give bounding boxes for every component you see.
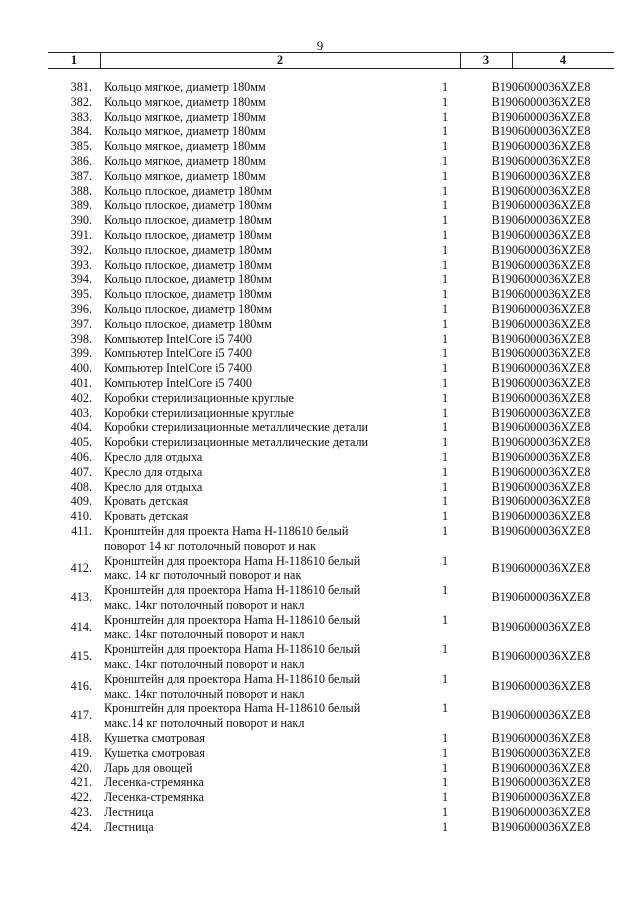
row-quantity: 1 bbox=[441, 361, 449, 376]
row-item-name bbox=[104, 154, 404, 169]
row-code: B1906000036XZE8 bbox=[491, 405, 591, 420]
table-row bbox=[0, 820, 640, 835]
row-item-name bbox=[104, 80, 404, 95]
row-quantity: 1 bbox=[441, 479, 449, 494]
row-number: 408. bbox=[70, 479, 92, 494]
row-item-name bbox=[104, 761, 404, 776]
row-item-name bbox=[104, 332, 404, 347]
row-code: B1906000036XZE8 bbox=[491, 649, 591, 664]
row-item-name-line: Компьютер IntelCore i5 7400 bbox=[104, 375, 252, 390]
row-number: 415. bbox=[70, 649, 92, 664]
row-quantity: 1 bbox=[441, 124, 449, 139]
row-item-name-line: Кронштейн для проектора Hama H-118610 белый bbox=[104, 642, 361, 657]
row-quantity: 1 bbox=[441, 701, 449, 716]
row-item-name bbox=[104, 317, 404, 332]
row-code: B1906000036XZE8 bbox=[491, 153, 591, 168]
row-item-name bbox=[104, 775, 404, 790]
row-item-name-line: Кольцо плоское, диаметр 180мм bbox=[104, 213, 272, 228]
row-item-name bbox=[104, 213, 404, 228]
row-code: B1906000036XZE8 bbox=[491, 139, 591, 154]
row-item-name-line: Кольцо мягкое, диаметр 180мм bbox=[104, 109, 266, 124]
row-code: B1906000036XZE8 bbox=[491, 301, 591, 316]
row-item-name bbox=[104, 272, 404, 287]
row-item-name-line: Кровать детская bbox=[104, 509, 189, 524]
row-item-name bbox=[104, 376, 404, 391]
row-item-name bbox=[104, 258, 404, 273]
header-col-4: 4 bbox=[559, 53, 567, 67]
row-quantity: 1 bbox=[441, 420, 449, 435]
table-row bbox=[0, 642, 640, 672]
row-code: B1906000036XZE8 bbox=[491, 760, 591, 775]
row-quantity: 1 bbox=[441, 198, 449, 213]
row-item-name-line: Коробки стерилизационные круглые bbox=[104, 405, 294, 420]
row-quantity: 1 bbox=[441, 287, 449, 302]
table-row bbox=[0, 124, 640, 139]
row-number: 396. bbox=[70, 301, 92, 316]
row-number: 383. bbox=[70, 109, 92, 124]
table-row bbox=[0, 332, 640, 347]
row-item-name-line: Коробки стерилизационные металлические детали bbox=[104, 420, 369, 435]
header-col-2: 2 bbox=[276, 53, 284, 67]
row-item-name bbox=[104, 642, 404, 672]
row-item-name bbox=[104, 731, 404, 746]
header-col-1: 1 bbox=[70, 53, 78, 67]
row-item-name-line: Кронштейн для проектора Hama H-118610 белый bbox=[104, 671, 361, 686]
row-code: B1906000036XZE8 bbox=[491, 242, 591, 257]
row-item-name-line: Кронштейн для проектора Hama H-118610 белый bbox=[104, 612, 361, 627]
row-number: 390. bbox=[70, 213, 92, 228]
table-row bbox=[0, 243, 640, 258]
row-item-name bbox=[104, 287, 404, 302]
row-code: B1906000036XZE8 bbox=[491, 479, 591, 494]
row-number: 412. bbox=[70, 560, 92, 575]
row-quantity: 1 bbox=[441, 819, 449, 834]
row-item-name bbox=[104, 820, 404, 835]
table-row bbox=[0, 524, 640, 554]
row-item-name-line: макс. 14кг потолочный поворот и накл bbox=[104, 597, 305, 612]
row-quantity: 1 bbox=[441, 583, 449, 598]
row-code: B1906000036XZE8 bbox=[491, 361, 591, 376]
row-number: 401. bbox=[70, 375, 92, 390]
row-number: 422. bbox=[70, 790, 92, 805]
row-quantity: 1 bbox=[441, 405, 449, 420]
row-number: 420. bbox=[70, 760, 92, 775]
row-item-name-line: Лесенка-стремянка bbox=[104, 790, 204, 805]
table-row bbox=[0, 361, 640, 376]
row-number: 392. bbox=[70, 242, 92, 257]
row-quantity: 1 bbox=[441, 272, 449, 287]
row-number: 424. bbox=[70, 819, 92, 834]
row-item-name-line: макс. 14 кг потолочный поворот и нак bbox=[104, 568, 302, 583]
row-quantity: 1 bbox=[441, 449, 449, 464]
row-item-name-line: Кресло для отдыха bbox=[104, 449, 203, 464]
row-quantity: 1 bbox=[441, 139, 449, 154]
row-item-name-line: Лестница bbox=[104, 819, 154, 834]
table-row bbox=[0, 287, 640, 302]
table-row bbox=[0, 509, 640, 524]
row-number: 382. bbox=[70, 94, 92, 109]
row-number: 388. bbox=[70, 183, 92, 198]
row-item-name bbox=[104, 110, 404, 125]
row-quantity: 1 bbox=[441, 109, 449, 124]
row-code: B1906000036XZE8 bbox=[491, 198, 591, 213]
row-quantity: 1 bbox=[441, 464, 449, 479]
row-item-name-line: Кольцо мягкое, диаметр 180мм bbox=[104, 168, 266, 183]
table-row bbox=[0, 701, 640, 731]
table-row bbox=[0, 805, 640, 820]
row-number: 419. bbox=[70, 745, 92, 760]
row-quantity: 1 bbox=[441, 346, 449, 361]
row-item-name bbox=[104, 406, 404, 421]
row-item-name-line: Лестница bbox=[104, 805, 154, 820]
row-item-name-line: Коробки стерилизационные круглые bbox=[104, 390, 294, 405]
row-number: 417. bbox=[70, 708, 92, 723]
row-quantity: 1 bbox=[441, 642, 449, 657]
row-item-name-line: макс. 14кг потолочный поворот и накл bbox=[104, 627, 305, 642]
table-row bbox=[0, 80, 640, 95]
table-row bbox=[0, 746, 640, 761]
row-quantity: 1 bbox=[441, 168, 449, 183]
table-row bbox=[0, 406, 640, 421]
table-row bbox=[0, 184, 640, 199]
row-item-name-line: Лесенка-стремянка bbox=[104, 775, 204, 790]
row-item-name bbox=[104, 184, 404, 199]
row-item-name bbox=[104, 746, 404, 761]
row-code: B1906000036XZE8 bbox=[491, 213, 591, 228]
row-quantity: 1 bbox=[441, 745, 449, 760]
table-row bbox=[0, 154, 640, 169]
row-number: 411. bbox=[71, 523, 92, 538]
row-item-name-line: Кольцо мягкое, диаметр 180мм bbox=[104, 80, 266, 94]
table-row bbox=[0, 494, 640, 509]
row-code: B1906000036XZE8 bbox=[491, 745, 591, 760]
row-item-name bbox=[104, 169, 404, 184]
row-code: B1906000036XZE8 bbox=[491, 168, 591, 183]
row-number: 403. bbox=[70, 405, 92, 420]
row-item-name-line: Кольцо плоское, диаметр 180мм bbox=[104, 301, 272, 316]
table-header bbox=[48, 52, 614, 69]
row-item-name bbox=[104, 465, 404, 480]
row-code: B1906000036XZE8 bbox=[491, 124, 591, 139]
row-number: 410. bbox=[70, 509, 92, 524]
row-code: B1906000036XZE8 bbox=[491, 678, 591, 693]
row-number: 387. bbox=[70, 168, 92, 183]
table-row bbox=[0, 272, 640, 287]
row-code: B1906000036XZE8 bbox=[491, 109, 591, 124]
row-item-name bbox=[104, 361, 404, 376]
table-row bbox=[0, 346, 640, 361]
row-quantity: 1 bbox=[441, 805, 449, 820]
row-number: 389. bbox=[70, 198, 92, 213]
row-quantity: 1 bbox=[441, 227, 449, 242]
row-number: 393. bbox=[70, 257, 92, 272]
row-quantity: 1 bbox=[441, 331, 449, 346]
page-number: 9 bbox=[316, 38, 324, 53]
row-item-name-line: Кронштейн для проектора Hama H-118610 белый bbox=[104, 701, 361, 716]
table-row bbox=[0, 302, 640, 317]
table-row bbox=[0, 95, 640, 110]
row-quantity: 1 bbox=[441, 375, 449, 390]
row-code: B1906000036XZE8 bbox=[491, 819, 591, 834]
row-item-name-line: макс. 14кг потолочный поворот и накл bbox=[104, 686, 305, 701]
row-item-name-line: Кольцо плоское, диаметр 180мм bbox=[104, 227, 272, 242]
row-item-name bbox=[104, 420, 404, 435]
row-item-name-line: Кольцо мягкое, диаметр 180мм bbox=[104, 153, 266, 168]
row-quantity: 1 bbox=[441, 775, 449, 790]
row-code: B1906000036XZE8 bbox=[491, 390, 591, 405]
row-item-name-line: Кольцо мягкое, диаметр 180мм bbox=[104, 124, 266, 139]
row-quantity: 1 bbox=[441, 153, 449, 168]
row-item-name-line: поворот 14 кг потолочный поворот и нак bbox=[104, 538, 317, 553]
row-code: B1906000036XZE8 bbox=[491, 449, 591, 464]
row-item-name bbox=[104, 805, 404, 820]
row-code: B1906000036XZE8 bbox=[491, 464, 591, 479]
row-number: 384. bbox=[70, 124, 92, 139]
row-item-name bbox=[104, 672, 404, 702]
row-number: 395. bbox=[70, 287, 92, 302]
row-quantity: 1 bbox=[441, 242, 449, 257]
row-item-name-line: Кресло для отдыха bbox=[104, 479, 203, 494]
row-item-name bbox=[104, 450, 404, 465]
table-row bbox=[0, 672, 640, 702]
table-row bbox=[0, 169, 640, 184]
row-code: B1906000036XZE8 bbox=[491, 775, 591, 790]
row-item-name-line: Кольцо мягкое, диаметр 180мм bbox=[104, 94, 266, 109]
row-number: 421. bbox=[70, 775, 92, 790]
table-row bbox=[0, 554, 640, 584]
row-item-name-line: Кресло для отдыха bbox=[104, 464, 203, 479]
row-quantity: 1 bbox=[441, 523, 449, 538]
row-item-name bbox=[104, 124, 404, 139]
row-quantity: 1 bbox=[441, 316, 449, 331]
row-item-name-line: Коробки стерилизационные металлические детали bbox=[104, 435, 369, 450]
row-number: 399. bbox=[70, 346, 92, 361]
row-number: 423. bbox=[70, 805, 92, 820]
row-number: 391. bbox=[70, 227, 92, 242]
row-item-name bbox=[104, 302, 404, 317]
table-row bbox=[0, 613, 640, 643]
table-row bbox=[0, 110, 640, 125]
row-item-name-line: Кольцо плоское, диаметр 180мм bbox=[104, 183, 272, 198]
row-code: B1906000036XZE8 bbox=[491, 94, 591, 109]
row-code: B1906000036XZE8 bbox=[491, 316, 591, 331]
table-row bbox=[0, 420, 640, 435]
row-item-name-line: Кронштейн для проектора Hama H-118610 белый bbox=[104, 583, 361, 598]
row-quantity: 1 bbox=[441, 257, 449, 272]
row-code: B1906000036XZE8 bbox=[491, 619, 591, 634]
table-row bbox=[0, 376, 640, 391]
row-number: 394. bbox=[70, 272, 92, 287]
row-item-name bbox=[104, 139, 404, 154]
row-quantity: 1 bbox=[441, 731, 449, 746]
row-code: B1906000036XZE8 bbox=[491, 331, 591, 346]
table-row bbox=[0, 731, 640, 746]
row-code: B1906000036XZE8 bbox=[491, 375, 591, 390]
row-number: 409. bbox=[70, 494, 92, 509]
row-code: B1906000036XZE8 bbox=[491, 287, 591, 302]
row-item-name bbox=[104, 701, 404, 731]
row-item-name-line: Кольцо мягкое, диаметр 180мм bbox=[104, 139, 266, 154]
row-number: 416. bbox=[70, 678, 92, 693]
row-code: B1906000036XZE8 bbox=[491, 790, 591, 805]
row-item-name bbox=[104, 391, 404, 406]
row-number: 413. bbox=[70, 590, 92, 605]
row-quantity: 1 bbox=[441, 509, 449, 524]
table-row bbox=[0, 480, 640, 495]
row-number: 397. bbox=[70, 316, 92, 331]
row-item-name-line: Кольцо плоское, диаметр 180мм bbox=[104, 287, 272, 302]
row-item-name bbox=[104, 494, 404, 509]
row-number: 386. bbox=[70, 153, 92, 168]
row-item-name bbox=[104, 346, 404, 361]
row-item-name-line: Компьютер IntelCore i5 7400 bbox=[104, 331, 252, 346]
row-quantity: 1 bbox=[441, 213, 449, 228]
row-number: 407. bbox=[70, 464, 92, 479]
row-quantity: 1 bbox=[441, 390, 449, 405]
row-quantity: 1 bbox=[441, 435, 449, 450]
row-item-name bbox=[104, 524, 404, 554]
row-item-name bbox=[104, 554, 404, 584]
row-item-name bbox=[104, 790, 404, 805]
row-code: B1906000036XZE8 bbox=[491, 560, 591, 575]
row-code: B1906000036XZE8 bbox=[491, 523, 591, 538]
table-row bbox=[0, 435, 640, 450]
row-item-name bbox=[104, 198, 404, 213]
table-row bbox=[0, 583, 640, 613]
row-code: B1906000036XZE8 bbox=[491, 272, 591, 287]
row-number: 405. bbox=[70, 435, 92, 450]
row-item-name-line: Компьютер IntelCore i5 7400 bbox=[104, 346, 252, 361]
row-item-name-line: Кронштейн для проектора Hama H-118610 белый bbox=[104, 553, 361, 568]
row-number: 400. bbox=[70, 361, 92, 376]
row-quantity: 1 bbox=[441, 790, 449, 805]
header-col-3: 3 bbox=[482, 53, 490, 67]
row-quantity: 1 bbox=[441, 553, 449, 568]
row-item-name bbox=[104, 613, 404, 643]
row-quantity: 1 bbox=[441, 612, 449, 627]
row-item-name-line: Кушетка смотровая bbox=[104, 745, 205, 760]
table-row bbox=[0, 198, 640, 213]
row-number: 414. bbox=[70, 619, 92, 634]
row-item-name bbox=[104, 583, 404, 613]
row-number: 381. bbox=[70, 80, 92, 94]
row-item-name bbox=[104, 509, 404, 524]
table-row bbox=[0, 213, 640, 228]
row-number: 402. bbox=[70, 390, 92, 405]
row-code: B1906000036XZE8 bbox=[491, 708, 591, 723]
row-quantity: 1 bbox=[441, 760, 449, 775]
row-number: 404. bbox=[70, 420, 92, 435]
row-code: B1906000036XZE8 bbox=[491, 435, 591, 450]
row-item-name-line: макс. 14кг потолочный поворот и накл bbox=[104, 657, 305, 672]
row-item-name-line: Компьютер IntelCore i5 7400 bbox=[104, 361, 252, 376]
row-quantity: 1 bbox=[441, 671, 449, 686]
row-code: B1906000036XZE8 bbox=[491, 590, 591, 605]
row-item-name-line: Кушетка смотровая bbox=[104, 731, 205, 746]
row-item-name-line: Кольцо плоское, диаметр 180мм bbox=[104, 242, 272, 257]
table-row bbox=[0, 465, 640, 480]
table-row bbox=[0, 790, 640, 805]
row-quantity: 1 bbox=[441, 301, 449, 316]
row-item-name-line: Кольцо плоское, диаметр 180мм bbox=[104, 316, 272, 331]
row-item-name bbox=[104, 243, 404, 258]
row-item-name-line: Кольцо плоское, диаметр 180мм bbox=[104, 198, 272, 213]
table-row bbox=[0, 258, 640, 273]
row-item-name-line: Кровать детская bbox=[104, 494, 189, 509]
row-item-name bbox=[104, 95, 404, 110]
row-code: B1906000036XZE8 bbox=[491, 494, 591, 509]
table-row bbox=[0, 761, 640, 776]
row-number: 406. bbox=[70, 449, 92, 464]
row-item-name bbox=[104, 228, 404, 243]
row-item-name-line: Ларь для овощей bbox=[104, 760, 193, 775]
row-item-name-line: Кольцо плоское, диаметр 180мм bbox=[104, 272, 272, 287]
table-row bbox=[0, 317, 640, 332]
row-number: 398. bbox=[70, 331, 92, 346]
table-row bbox=[0, 450, 640, 465]
table-row bbox=[0, 391, 640, 406]
table-row bbox=[0, 775, 640, 790]
row-quantity: 1 bbox=[441, 94, 449, 109]
row-code: B1906000036XZE8 bbox=[491, 80, 591, 94]
row-item-name-line: макс.14 кг потолочный поворот и накл bbox=[104, 716, 305, 731]
row-code: B1906000036XZE8 bbox=[491, 346, 591, 361]
row-number: 418. bbox=[70, 731, 92, 746]
table-row bbox=[0, 228, 640, 243]
row-quantity: 1 bbox=[441, 80, 449, 94]
row-code: B1906000036XZE8 bbox=[491, 731, 591, 746]
row-code: B1906000036XZE8 bbox=[491, 420, 591, 435]
row-code: B1906000036XZE8 bbox=[491, 227, 591, 242]
row-quantity: 1 bbox=[441, 494, 449, 509]
row-item-name bbox=[104, 435, 404, 450]
row-item-name bbox=[104, 480, 404, 495]
row-item-name-line: Кронштейн для проекта Hama H-118610 белый bbox=[104, 523, 349, 538]
table-body bbox=[0, 80, 640, 835]
row-code: B1906000036XZE8 bbox=[491, 257, 591, 272]
row-code: B1906000036XZE8 bbox=[491, 805, 591, 820]
row-code: B1906000036XZE8 bbox=[491, 509, 591, 524]
row-number: 385. bbox=[70, 139, 92, 154]
table-row bbox=[0, 139, 640, 154]
row-item-name-line: Кольцо плоское, диаметр 180мм bbox=[104, 257, 272, 272]
row-code: B1906000036XZE8 bbox=[491, 183, 591, 198]
row-quantity: 1 bbox=[441, 183, 449, 198]
